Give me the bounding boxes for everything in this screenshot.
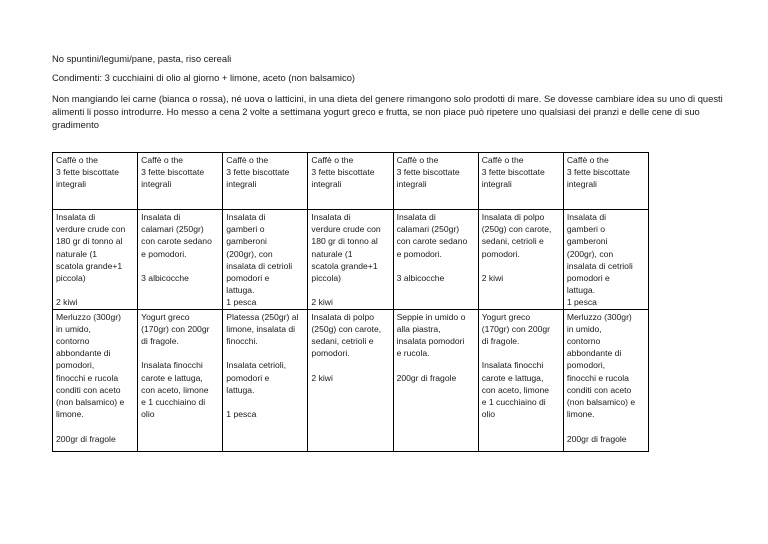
meal-line: gamberi o [226, 224, 265, 235]
meal-line: (170gr) con 200gr [481, 323, 551, 334]
meal-line: Insalata di [141, 212, 181, 222]
meal-line: pomodori, [566, 360, 606, 371]
meal-line: con carote sedano [396, 236, 468, 247]
meal-line: con carote sedano [141, 236, 212, 247]
meal-line: 1 pesca [566, 297, 597, 308]
meal-line: Insalata di [396, 212, 436, 222]
meal-line [482, 260, 561, 272]
meal-line [226, 396, 305, 408]
meal-cell-day-3 [223, 309, 308, 451]
meal-cell-day-2 [138, 210, 223, 310]
meal-line: abbondante di [56, 348, 111, 359]
meal-line [141, 347, 220, 359]
meal-line: e rucola. [396, 348, 430, 359]
meal-line: Insalata finocchi [481, 360, 544, 371]
meal-line: in umido, [56, 323, 91, 334]
meal-line: carote e lattuga, [481, 372, 544, 383]
meal-line: integrali [226, 179, 257, 190]
meal-cell-day-4 [308, 153, 393, 210]
meal-line: conditi con aceto [566, 384, 632, 395]
meal-cell-day-1 [53, 210, 138, 310]
meal-line: scatola grande+1 [56, 260, 123, 271]
meal-line: lattuga. [226, 285, 255, 296]
meal-line: piccola) [311, 273, 342, 284]
meal-line: 3 fette biscottate [396, 167, 460, 178]
meal-line: Insalata di [311, 212, 351, 222]
meal-line: Caffè o the [311, 155, 354, 165]
meal-line: insalata di cetrioli [566, 260, 633, 271]
meal-line: scatola grande+1 [311, 260, 378, 271]
meal-line: 180 gr di tonno al [56, 236, 123, 247]
meal-cell-day-6 [478, 210, 563, 310]
meal-line: integrali [311, 179, 342, 190]
meal-line: finocchi e rucola [566, 372, 629, 383]
meal-line: 3 fette biscottate [481, 167, 545, 178]
meal-line: Insalata di [566, 212, 607, 222]
meal-line: Insalata di polpo [481, 212, 545, 222]
weekly-meal-table [52, 152, 649, 452]
meal-line [311, 284, 390, 296]
meal-cell-day-2 [138, 153, 223, 210]
meal-cell-day-2 [138, 309, 223, 451]
meal-line: 2 kiwi [311, 372, 333, 383]
meal-line [226, 347, 305, 359]
meal-line: contorno [56, 336, 90, 347]
meal-cell-day-1 [53, 309, 138, 451]
meal-line: 200gr di fragole [396, 372, 457, 383]
meal-line: Caffè o the [141, 155, 184, 165]
meal-line: naturale (1 [311, 248, 353, 259]
meal-line: Caffè o the [566, 155, 609, 165]
meal-line: conditi con aceto [56, 384, 121, 395]
meal-line: olio [481, 409, 496, 420]
meal-line [397, 260, 476, 272]
meal-line: limone. [56, 409, 84, 420]
meal-line: gamberoni [226, 236, 267, 247]
meal-line: pomodori e [226, 372, 270, 383]
note-no-snacks: No spuntini/legumi/pane, pasta, riso cereali [52, 53, 232, 64]
meal-line: Merluzzo (300gr) [566, 311, 632, 322]
meal-line: 2 kiwi [311, 297, 333, 308]
note-diet-explanation: Non mangiando lei carne (bianca o rossa), né uova o latticini, in una dieta del genere rimangono solo prodotti di mare. Se dovesse cambiare idea su uno di questi alimenti li posso introdurre. Ho messo a cena 2 volte a settimana yogurt greco e frutta, se non piace può ripetere uno qualsiasi dei pranzi e delle cene di suo gradimento [52, 93, 723, 130]
meal-line: calamari (250gr) [141, 224, 204, 235]
meal-line: (250g) con carote, [311, 323, 382, 334]
meal-line [311, 359, 390, 371]
meal-line: in umido, [566, 323, 602, 334]
meal-line [482, 347, 561, 359]
meal-line: limone. [566, 409, 595, 420]
meal-line: lattuga. [566, 285, 596, 296]
meal-line: 3 albicocche [396, 273, 445, 283]
meal-cell-day-4 [308, 309, 393, 451]
meal-line: e 1 cucchiaino di [481, 397, 546, 408]
meal-line: lattuga. [226, 384, 255, 395]
meal-cell-day-7 [563, 309, 648, 451]
meal-line: contorno [566, 336, 601, 347]
meal-line: 2 kiwi [481, 273, 504, 283]
meal-line: di fragole. [481, 336, 520, 347]
meal-line: alla piastra, [396, 323, 441, 334]
meal-line: limone, insalata di [226, 323, 296, 334]
meal-table-body [53, 153, 649, 452]
meal-line: sedani, cetrioli e [311, 336, 374, 347]
meal-line: finocchi. [226, 336, 258, 347]
lunch-row [53, 210, 649, 310]
meal-cell-day-7 [563, 210, 648, 310]
meal-line: Seppie in umido o [396, 311, 466, 322]
meal-line: verdure crude con [311, 224, 381, 235]
meal-line [56, 420, 135, 432]
meal-line: finocchi e rucola [56, 372, 119, 383]
meal-line: (200gr), con [226, 248, 273, 259]
meal-line: Caffè o the [396, 155, 439, 165]
meal-cell-day-3 [223, 210, 308, 310]
meal-line: 3 fette biscottate [56, 167, 120, 178]
meal-line: e 1 cucchiaino di [141, 397, 206, 408]
meal-line: Insalata cetrioli, [226, 360, 286, 371]
meal-line: piccola) [56, 273, 86, 284]
meal-cell-day-7 [563, 153, 648, 210]
meal-line [397, 359, 476, 371]
meal-line: Yogurt greco [141, 311, 190, 322]
meal-line: integrali [566, 179, 597, 190]
meal-line: 3 albicocche [141, 273, 189, 283]
meal-line: carote e lattuga, [141, 372, 203, 383]
dinner-row [53, 309, 649, 451]
meal-line: Platessa (250gr) al [226, 311, 299, 322]
meal-line: pomodori. [481, 248, 520, 259]
meal-line: con aceto, limone [481, 384, 550, 395]
meal-line: 200gr di fragole [566, 433, 627, 444]
meal-line: Insalata finocchi [141, 360, 203, 371]
meal-cell-day-4 [308, 210, 393, 310]
meal-cell-day-5 [393, 153, 478, 210]
meal-line: (non balsamico) e [566, 397, 636, 408]
meal-line: 3 fette biscottate [566, 167, 630, 178]
meal-line: 3 fette biscottate [311, 167, 375, 178]
meal-line [56, 284, 135, 296]
meal-cell-day-3 [223, 153, 308, 210]
meal-cell-day-5 [393, 309, 478, 451]
breakfast-row [53, 153, 649, 210]
meal-line: naturale (1 [56, 248, 98, 259]
meal-line: (250g) con carote, [481, 224, 552, 235]
meal-line: sedani, cetrioli e [481, 236, 544, 247]
meal-line: con aceto, limone [141, 384, 209, 395]
meal-line: 180 gr di tonno al [311, 236, 378, 247]
meal-line: 1 pesca [226, 409, 257, 420]
meal-line: (non balsamico) e [56, 397, 125, 408]
meal-line: pomodori. [311, 348, 350, 359]
meal-line: verdure crude con [56, 224, 126, 235]
meal-line [141, 260, 220, 272]
meal-line: Insalata di polpo [311, 311, 375, 322]
meal-line: e pomodori. [396, 248, 442, 259]
meal-line: 1 pesca [226, 297, 257, 308]
meal-cell-day-6 [478, 309, 563, 451]
meal-line: calamari (250gr) [396, 224, 460, 235]
meal-line: di fragole. [141, 336, 179, 347]
meal-line: 3 fette biscottate [141, 167, 205, 178]
meal-line: insalata pomodori [396, 336, 465, 347]
meal-line: (170gr) con 200gr [141, 323, 210, 334]
note-condiments: Condimenti: 3 cucchiaini di olio al giorno + limone, aceto (non balsamico) [52, 72, 356, 83]
meal-line: Insalata di [226, 212, 266, 222]
meal-line: gamberoni [566, 236, 608, 247]
meal-line: olio [141, 409, 155, 420]
meal-line: Caffè o the [226, 155, 269, 165]
meal-line: pomodori, [56, 360, 95, 371]
meal-cell-day-6 [478, 153, 563, 210]
meal-line: integrali [141, 179, 172, 190]
meal-line: abbondante di [566, 348, 622, 359]
meal-line: Merluzzo (300gr) [56, 311, 121, 322]
meal-line: insalata di cetrioli [226, 260, 293, 271]
meal-line [567, 420, 646, 432]
meal-line: 200gr di fragole [56, 433, 116, 444]
meal-line: integrali [396, 179, 427, 190]
meal-line: 3 fette biscottate [226, 167, 290, 178]
meal-line: Yogurt greco [481, 311, 531, 322]
meal-cell-day-1 [53, 153, 138, 210]
meal-cell-day-5 [393, 210, 478, 310]
meal-line: e pomodori. [141, 248, 187, 259]
meal-line: Caffè o the [56, 155, 98, 165]
meal-line: pomodori e [226, 273, 270, 284]
meal-line: Caffè o the [481, 155, 524, 165]
meal-line: gamberi o [566, 224, 606, 235]
meal-line: integrali [56, 179, 87, 190]
meal-line: Insalata di [56, 212, 96, 222]
meal-line: integrali [481, 179, 512, 190]
meal-line: 2 kiwi [56, 297, 78, 308]
meal-line: (200gr), con [566, 248, 614, 259]
meal-line: pomodori e [566, 273, 610, 284]
